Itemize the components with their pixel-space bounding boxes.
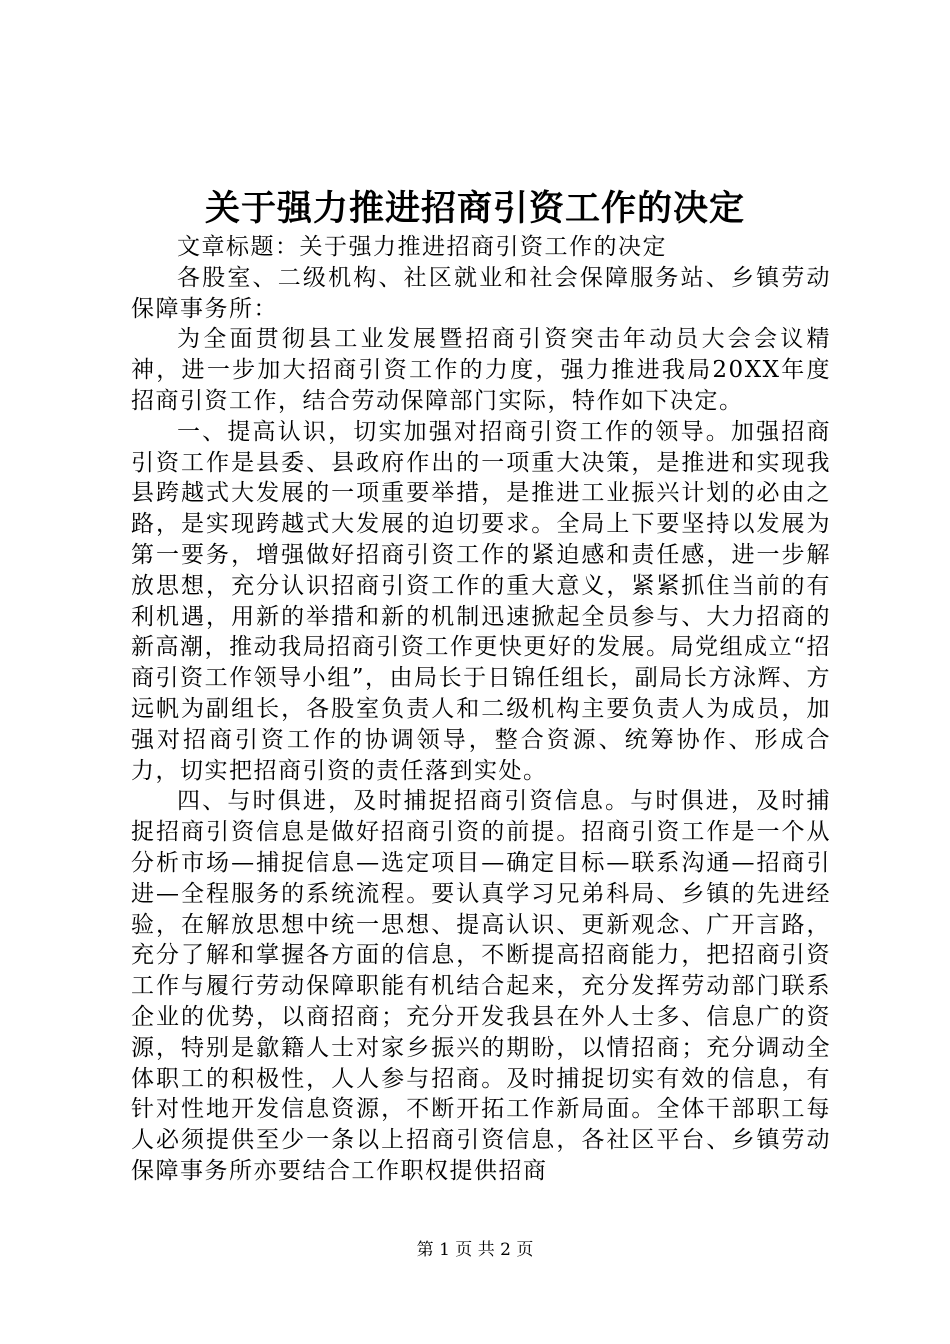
document-title: 关于强力推进招商引资工作的决定 <box>204 188 745 229</box>
section-four-paragraph: 四、与时俱进，及时捕捉招商引资信息。与时俱进，及时捕捉招商引资信息是做好招商引资的前提。招商引资工作是一个从分析市场—捕捉信息—选定项目—确定目标—联系沟通—招商引进—全程服务的系统流程。要认真学习兄弟科局、乡镇的先进经验，在解放思想中统一思想、提高认识、更新观念、广开言路，充分了解和掌握各方面的信息，不断提高招商能力，把招商引资工作与履行劳动保障职能有机结合起来，充分发挥劳动部门联系企业的优势，以商招商；充分开发我县在外人士多、信息广的资源，特别是歙籍人士对家乡振兴的期盼，以情招商；充分调动全体职工的积极性，人人参与招商。及时捕捉切实有效的信息，有针对性地开发信息资源，不断开拓工作新局面。全体干部职工每人必须提供至少一条以上招商引资信息，各社区平台、乡镇劳动保障事务所亦要结合工作职权提供招商 <box>131 788 831 1184</box>
addressee-paragraph: 各股室、二级机构、社区就业和社会保障服务站、乡镇劳动保障事务所： <box>131 264 831 322</box>
section-one-paragraph: 一、提高认识，切实加强对招商引资工作的领导。加强招商引资工作是县委、县政府作出的一项重大决策，是推进和实现我县跨越式大发展的一项重要举措，是推进工业振兴计划的必由之路，是实现跨越式大发展的迫切要求。全局上下要坚持以发展为第一要务，增强做好招商引资工作的紧迫感和责任感，进一步解放思想，充分认识招商引资工作的重大意义，紧紧抓住当前的有利机遇，用新的举措和新的机制迅速掀起全员参与、大力招商的新高潮，推动我局招商引资工作更快更好的发展。局党组成立“招商引资工作领导小组”，由局长于日锦任组长，副局长方泳辉、方远帆为副组长，各股室负责人和二级机构主要负责人为成员，加强对招商引资工作的协调领导，整合资源、统筹协作、形成合力，切实把招商引资的责任落到实处。 <box>131 418 831 784</box>
article-title-line: 文章标题：关于强力推进招商引资工作的决定 <box>177 234 667 260</box>
page-number-footer: 第 1 页 共 2 页 <box>416 1240 534 1260</box>
intro-paragraph: 为全面贯彻县工业发展暨招商引资突击年动员大会会议精神，进一步加大招商引资工作的力度，强力推进我局20XX年度招商引资工作，结合劳动保障部门实际，特作如下决定。 <box>131 326 831 414</box>
document-body <box>131 232 831 1187</box>
